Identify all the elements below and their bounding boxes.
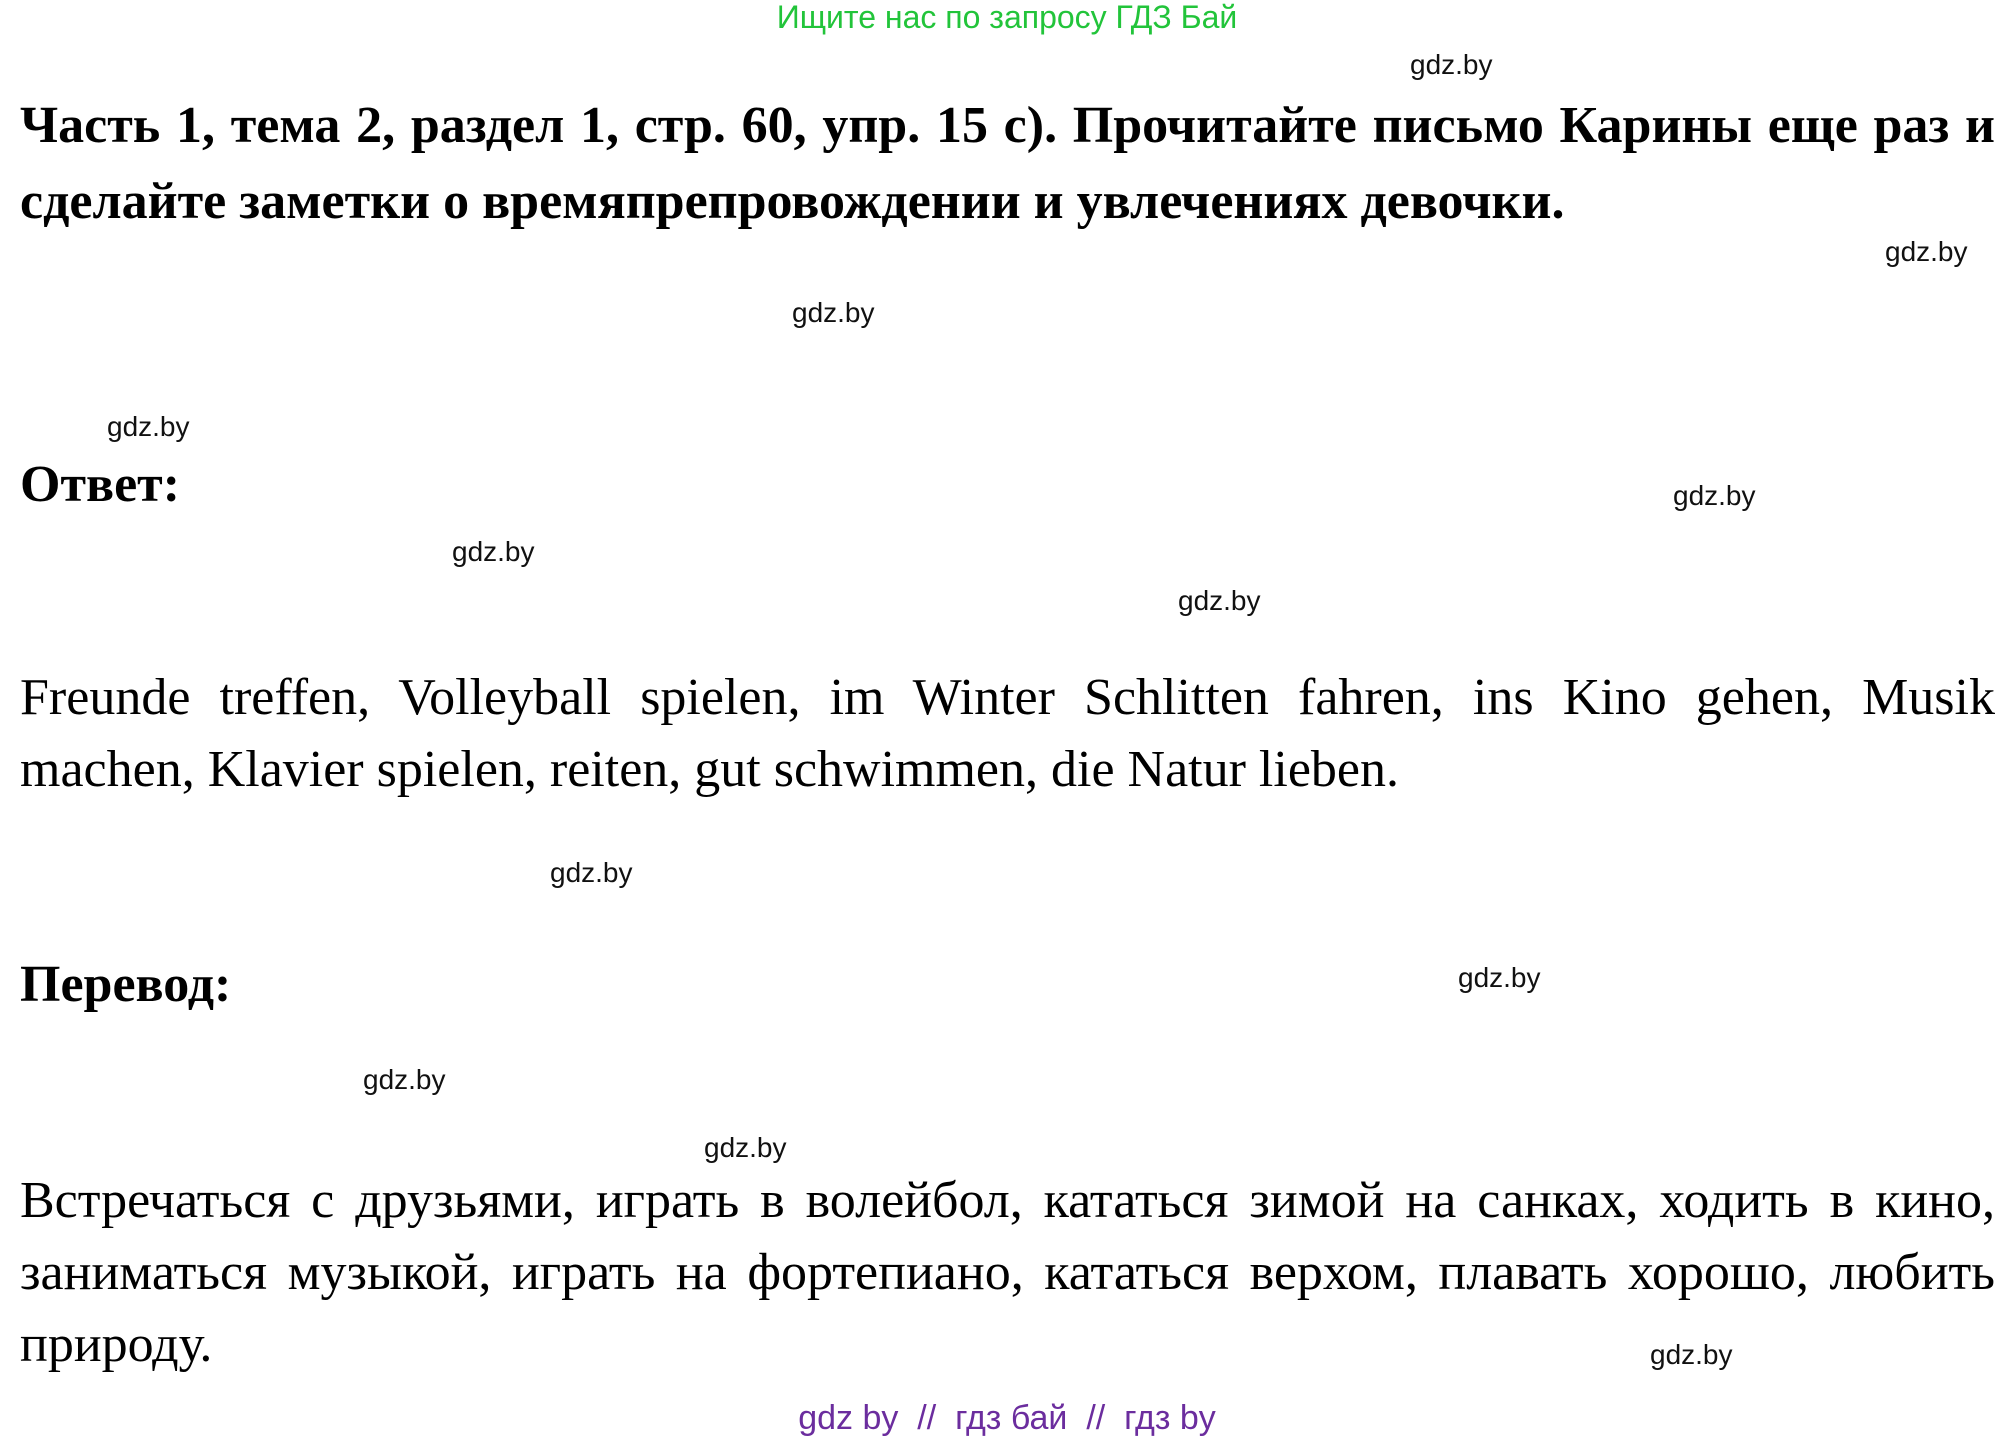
watermark: gdz.by: [1458, 962, 1541, 993]
footer-links: [0, 1400, 2014, 1436]
footer-separator: //: [1067, 1399, 1125, 1437]
watermark: gdz.by: [107, 411, 190, 442]
footer-link-gdz-by-cyr[interactable]: гдз by: [1124, 1399, 1216, 1437]
answer-text: Freunde treffen, Volleyball spielen, im Winter Schlitten fahren, ins Kino gehen, Musik machen, Klavier spielen, reiten, gut schwimmen, die Natur lieben.: [20, 669, 1995, 798]
watermark: gdz.by: [363, 1064, 446, 1095]
watermark: gdz.by: [1178, 585, 1261, 616]
watermark: gdz.by: [452, 536, 535, 567]
watermark: gdz.by: [704, 1132, 787, 1163]
search-banner: Ищите нас по запросу ГДЗ Бай: [776, 0, 1238, 35]
watermark: gdz.by: [1410, 49, 1493, 80]
footer-link-gdz-by[interactable]: gdz by: [798, 1399, 899, 1437]
translation-heading: Перевод:: [20, 956, 232, 1013]
answer-heading: Ответ:: [20, 456, 181, 513]
watermark: gdz.by: [1673, 480, 1756, 511]
footer-separator: //: [898, 1399, 956, 1437]
watermark: gdz.by: [550, 857, 633, 888]
footer-link-gdz-bai[interactable]: гдз бай: [955, 1399, 1068, 1437]
watermark: gdz.by: [1650, 1339, 1733, 1370]
task-title: Часть 1, тема 2, раздел 1, стр. 60, упр. 15 с). Прочитайте письмо Карины еще раз и сделайте заметки о времяпрепровождении и увлечениях девочки.: [20, 97, 1995, 230]
watermark: gdz.by: [1885, 236, 1968, 267]
translation-text: Встречаться с друзьями, играть в волейбол, кататься зимой на санках, ходить в кино, заниматься музыкой, играть на фортепиано, кататься верхом, плавать хорошо, любить природу.: [20, 1172, 1995, 1373]
watermark: gdz.by: [792, 297, 875, 328]
